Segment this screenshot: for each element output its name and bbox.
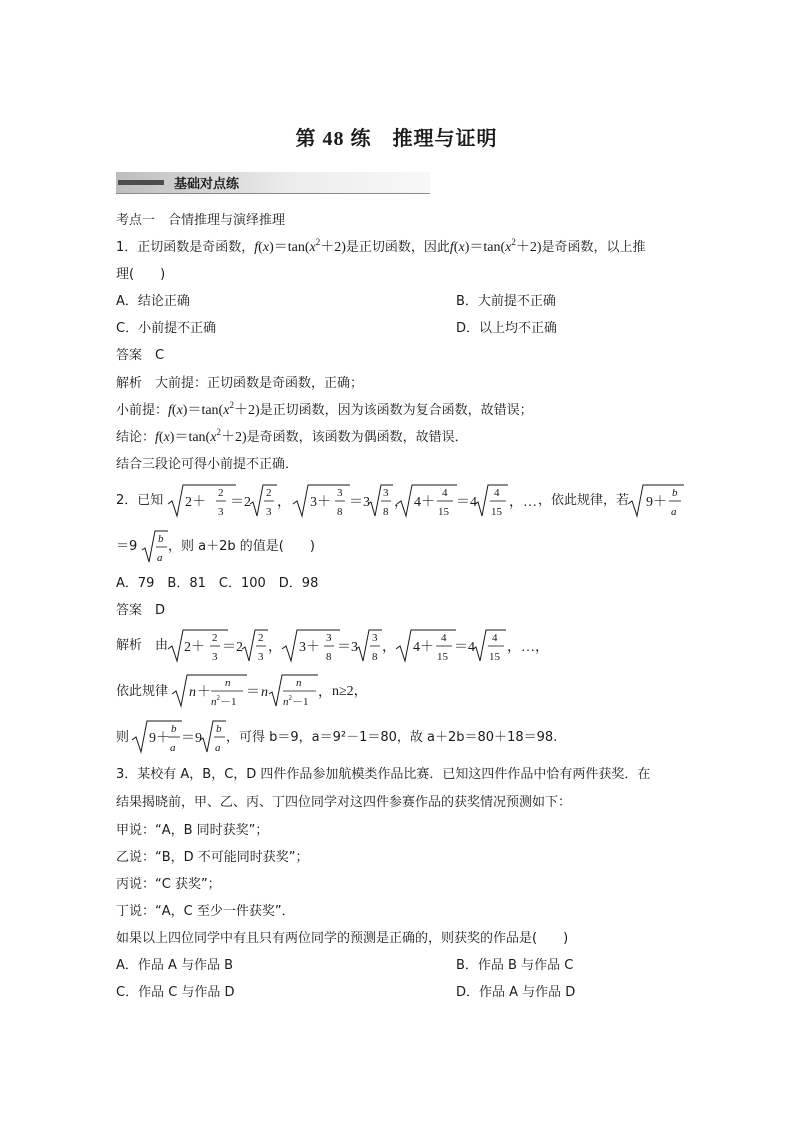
svg-text:a: a [215, 742, 221, 754]
q3-statement-yi: 乙说：“B，D 不可能同时获奖”； [116, 850, 309, 865]
q2-explanation-2-suffix: n≥2， [332, 684, 368, 699]
svg-text:b: b [216, 723, 222, 735]
q1-options-row2 [116, 320, 558, 338]
q3-option-b: B．作品 B 与作品 C [456, 958, 574, 973]
q3-statement-ding: 丁说：“A，C 至少一件获奖”． [116, 904, 295, 919]
svg-text:3＋: 3＋ [299, 640, 320, 655]
q2-explanation-2-prefix: 依此规律 [116, 684, 169, 699]
svg-text:，: ， [318, 685, 332, 700]
q1-stem-line2: 理( ) [116, 267, 166, 282]
q2-explanation-radicals [160, 627, 550, 667]
section-marker [118, 180, 164, 185]
svg-text:15: 15 [491, 506, 502, 518]
svg-text:2＋: 2＋ [185, 495, 206, 510]
q2-result-radical [140, 528, 170, 568]
q1-explanation-2 [116, 402, 533, 420]
q1-option-d: D．以上均不正确 [456, 321, 558, 336]
svg-text:＝2: ＝2 [222, 640, 243, 655]
svg-text:15: 15 [489, 651, 500, 663]
svg-text:n: n [296, 677, 302, 689]
svg-text:＝4: ＝4 [456, 495, 477, 510]
q2-stem-line2-text: ，则 a＋2b 的值是( ) [168, 539, 315, 554]
svg-text:8: 8 [326, 651, 332, 663]
svg-text:2: 2 [258, 632, 264, 644]
q1-formula-1: $f(x)=\tan(x^2+2)$ [254, 237, 346, 255]
q3-option-a: A．作品 A 与作品 B [116, 958, 234, 973]
q2-answer: 答案 D [116, 603, 166, 618]
q1-expl-2-text: 是正切函数，因为该函数为复合函数，故错误； [259, 403, 533, 418]
q2-general-radical [170, 672, 340, 712]
q2-options: A．79 B．81 C．100 D．98 [116, 576, 319, 591]
q2-explanation-1-prefix: 解析 由 [116, 638, 169, 653]
svg-text:4: 4 [494, 487, 500, 499]
svg-text:n2－1: $n^2-1$ [283, 694, 309, 708]
svg-text:4: 4 [441, 632, 447, 644]
svg-text:3＋: 3＋ [310, 495, 331, 510]
section-label: 基础对点练 [174, 177, 240, 192]
svg-text:＝3: ＝3 [337, 640, 358, 655]
svg-text:n: n [189, 685, 196, 700]
q1-formula-3: $f(x)=\tan(x^2+2)$ [168, 400, 260, 418]
q3-options-row1 [116, 957, 574, 975]
q3-statement-jia: 甲说：“A，B 同时获奖”； [116, 823, 269, 838]
q1-stem-b: 是正切函数，因此 [345, 240, 450, 255]
svg-text:，…，: ，…， [507, 640, 549, 655]
q1-option-a: A．结论正确 [116, 294, 190, 309]
svg-text:4: 4 [442, 487, 448, 499]
svg-text:b: b [171, 723, 177, 735]
svg-text:3: 3 [266, 506, 272, 518]
page-title: 第 48 练 推理与证明 [295, 128, 498, 150]
svg-text:3: 3 [218, 506, 224, 518]
q1-formula-4: $f(x)=\tan(x^2+2)$ [155, 427, 247, 445]
svg-text:8: 8 [372, 651, 378, 663]
q1-stem-a: 1．正切函数是奇函数， [116, 240, 255, 255]
section-header [116, 172, 430, 194]
q3-options-row2 [116, 984, 576, 1002]
svg-text:2: 2 [218, 487, 224, 499]
q3-option-c: C．作品 C 与作品 D [116, 985, 235, 1000]
q3-question: 如果以上四位同学中有且只有两位同学的预测是正确的，则获奖的作品是( ) [116, 931, 569, 946]
q2-final-radical [130, 718, 240, 758]
svg-text:3: 3 [337, 487, 343, 499]
q1-explanation-4: 结合三段论可得小前提不正确． [116, 457, 299, 472]
q1-expl-2-prefix: 小前提： [116, 403, 169, 418]
svg-text:a: a [157, 552, 163, 564]
svg-text:a: a [671, 506, 677, 518]
q2-stem-mid: ，依此规律，若 [538, 493, 630, 508]
svg-text:2: 2 [212, 632, 218, 644]
q3-option-d: D．作品 A 与作品 D [456, 985, 576, 1000]
q1-option-b: B．大前提不正确 [456, 294, 556, 309]
svg-text:3: 3 [372, 632, 378, 644]
q2-explanation-3-suffix: ，可得 b＝9，a＝9²－1＝80，故 a＋2b＝80＋18＝98. [226, 730, 558, 745]
svg-text:4＋: 4＋ [413, 640, 434, 655]
q1-options-row1 [116, 293, 556, 311]
svg-text:，: ， [382, 640, 396, 655]
q1-expl-3-prefix: 结论： [116, 430, 156, 445]
svg-text:3: 3 [383, 487, 389, 499]
q3-stem-line1: 3．某校有 A，B，C，D 四件作品参加航模类作品比赛．已知这四件作品中恰有两件获奖．在 [116, 767, 651, 782]
q2-explanation-3-prefix: 则 [116, 730, 130, 745]
svg-text:3: 3 [326, 632, 332, 644]
svg-text:b: b [672, 487, 678, 499]
svg-text:15: 15 [437, 651, 448, 663]
svg-text:＝: ＝ [246, 685, 260, 700]
svg-text:3: 3 [258, 651, 264, 663]
svg-text:n: n [261, 685, 268, 700]
svg-text:9＋: 9＋ [646, 495, 667, 510]
q1-answer: 答案 C [116, 348, 165, 363]
svg-text:9＋: 9＋ [149, 731, 170, 746]
svg-text:3: 3 [212, 651, 218, 663]
q1-explanation-3 [116, 429, 468, 447]
svg-text:＝3: ＝3 [349, 495, 370, 510]
q1-option-c: C．小前提不正确 [116, 321, 217, 336]
q2-condition-radical [626, 482, 686, 522]
svg-text:15: 15 [438, 506, 449, 518]
svg-text:n: n [225, 677, 231, 689]
svg-text:，…: ，… [509, 495, 537, 510]
svg-text:a: a [170, 742, 176, 754]
q1-formula-2: $f(x)=\tan(x^2+2)$ [449, 237, 542, 255]
q3-statement-bing: 丙说：“C 获奖”； [116, 877, 221, 892]
svg-text:4: 4 [492, 632, 498, 644]
q3-stem-line2: 结果揭晓前，甲、乙、丙、丁四位同学对这四件参赛作品的获奖情况预测如下： [116, 795, 572, 810]
svg-text:8: 8 [383, 506, 389, 518]
svg-text:＝4: ＝4 [454, 640, 475, 655]
svg-text:＋: ＋ [197, 685, 211, 700]
svg-text:＝9: ＝9 [181, 731, 202, 746]
svg-text:，: ， [277, 495, 291, 510]
svg-text:b: b [158, 533, 164, 545]
q2-radical-sequence-3 [395, 482, 545, 522]
svg-text:＝2: ＝2 [230, 495, 251, 510]
q1-expl-3-text: 是奇函数，该函数为偶函数，故错误． [246, 430, 468, 445]
q1-stem-line1 [116, 239, 646, 257]
q1-explanation-1: 解析 大前提：正切函数是奇函数，正确； [116, 376, 364, 391]
svg-text:4＋: 4＋ [414, 495, 435, 510]
svg-text:8: 8 [337, 506, 343, 518]
q2-stem-line2-prefix: ＝9 [116, 539, 138, 554]
svg-text:2＋: 2＋ [184, 640, 205, 655]
svg-text:，: ， [394, 495, 408, 510]
svg-text:2: 2 [266, 487, 272, 499]
svg-text:，: ， [268, 640, 282, 655]
svg-text:n2－1: $n^2-1$ [211, 694, 237, 708]
q2-stem-prefix: 2．已知 [116, 493, 164, 508]
topic-heading: 考点一 合情推理与演绎推理 [116, 213, 286, 228]
q1-stem-c: 是奇函数，以上推 [541, 240, 646, 255]
